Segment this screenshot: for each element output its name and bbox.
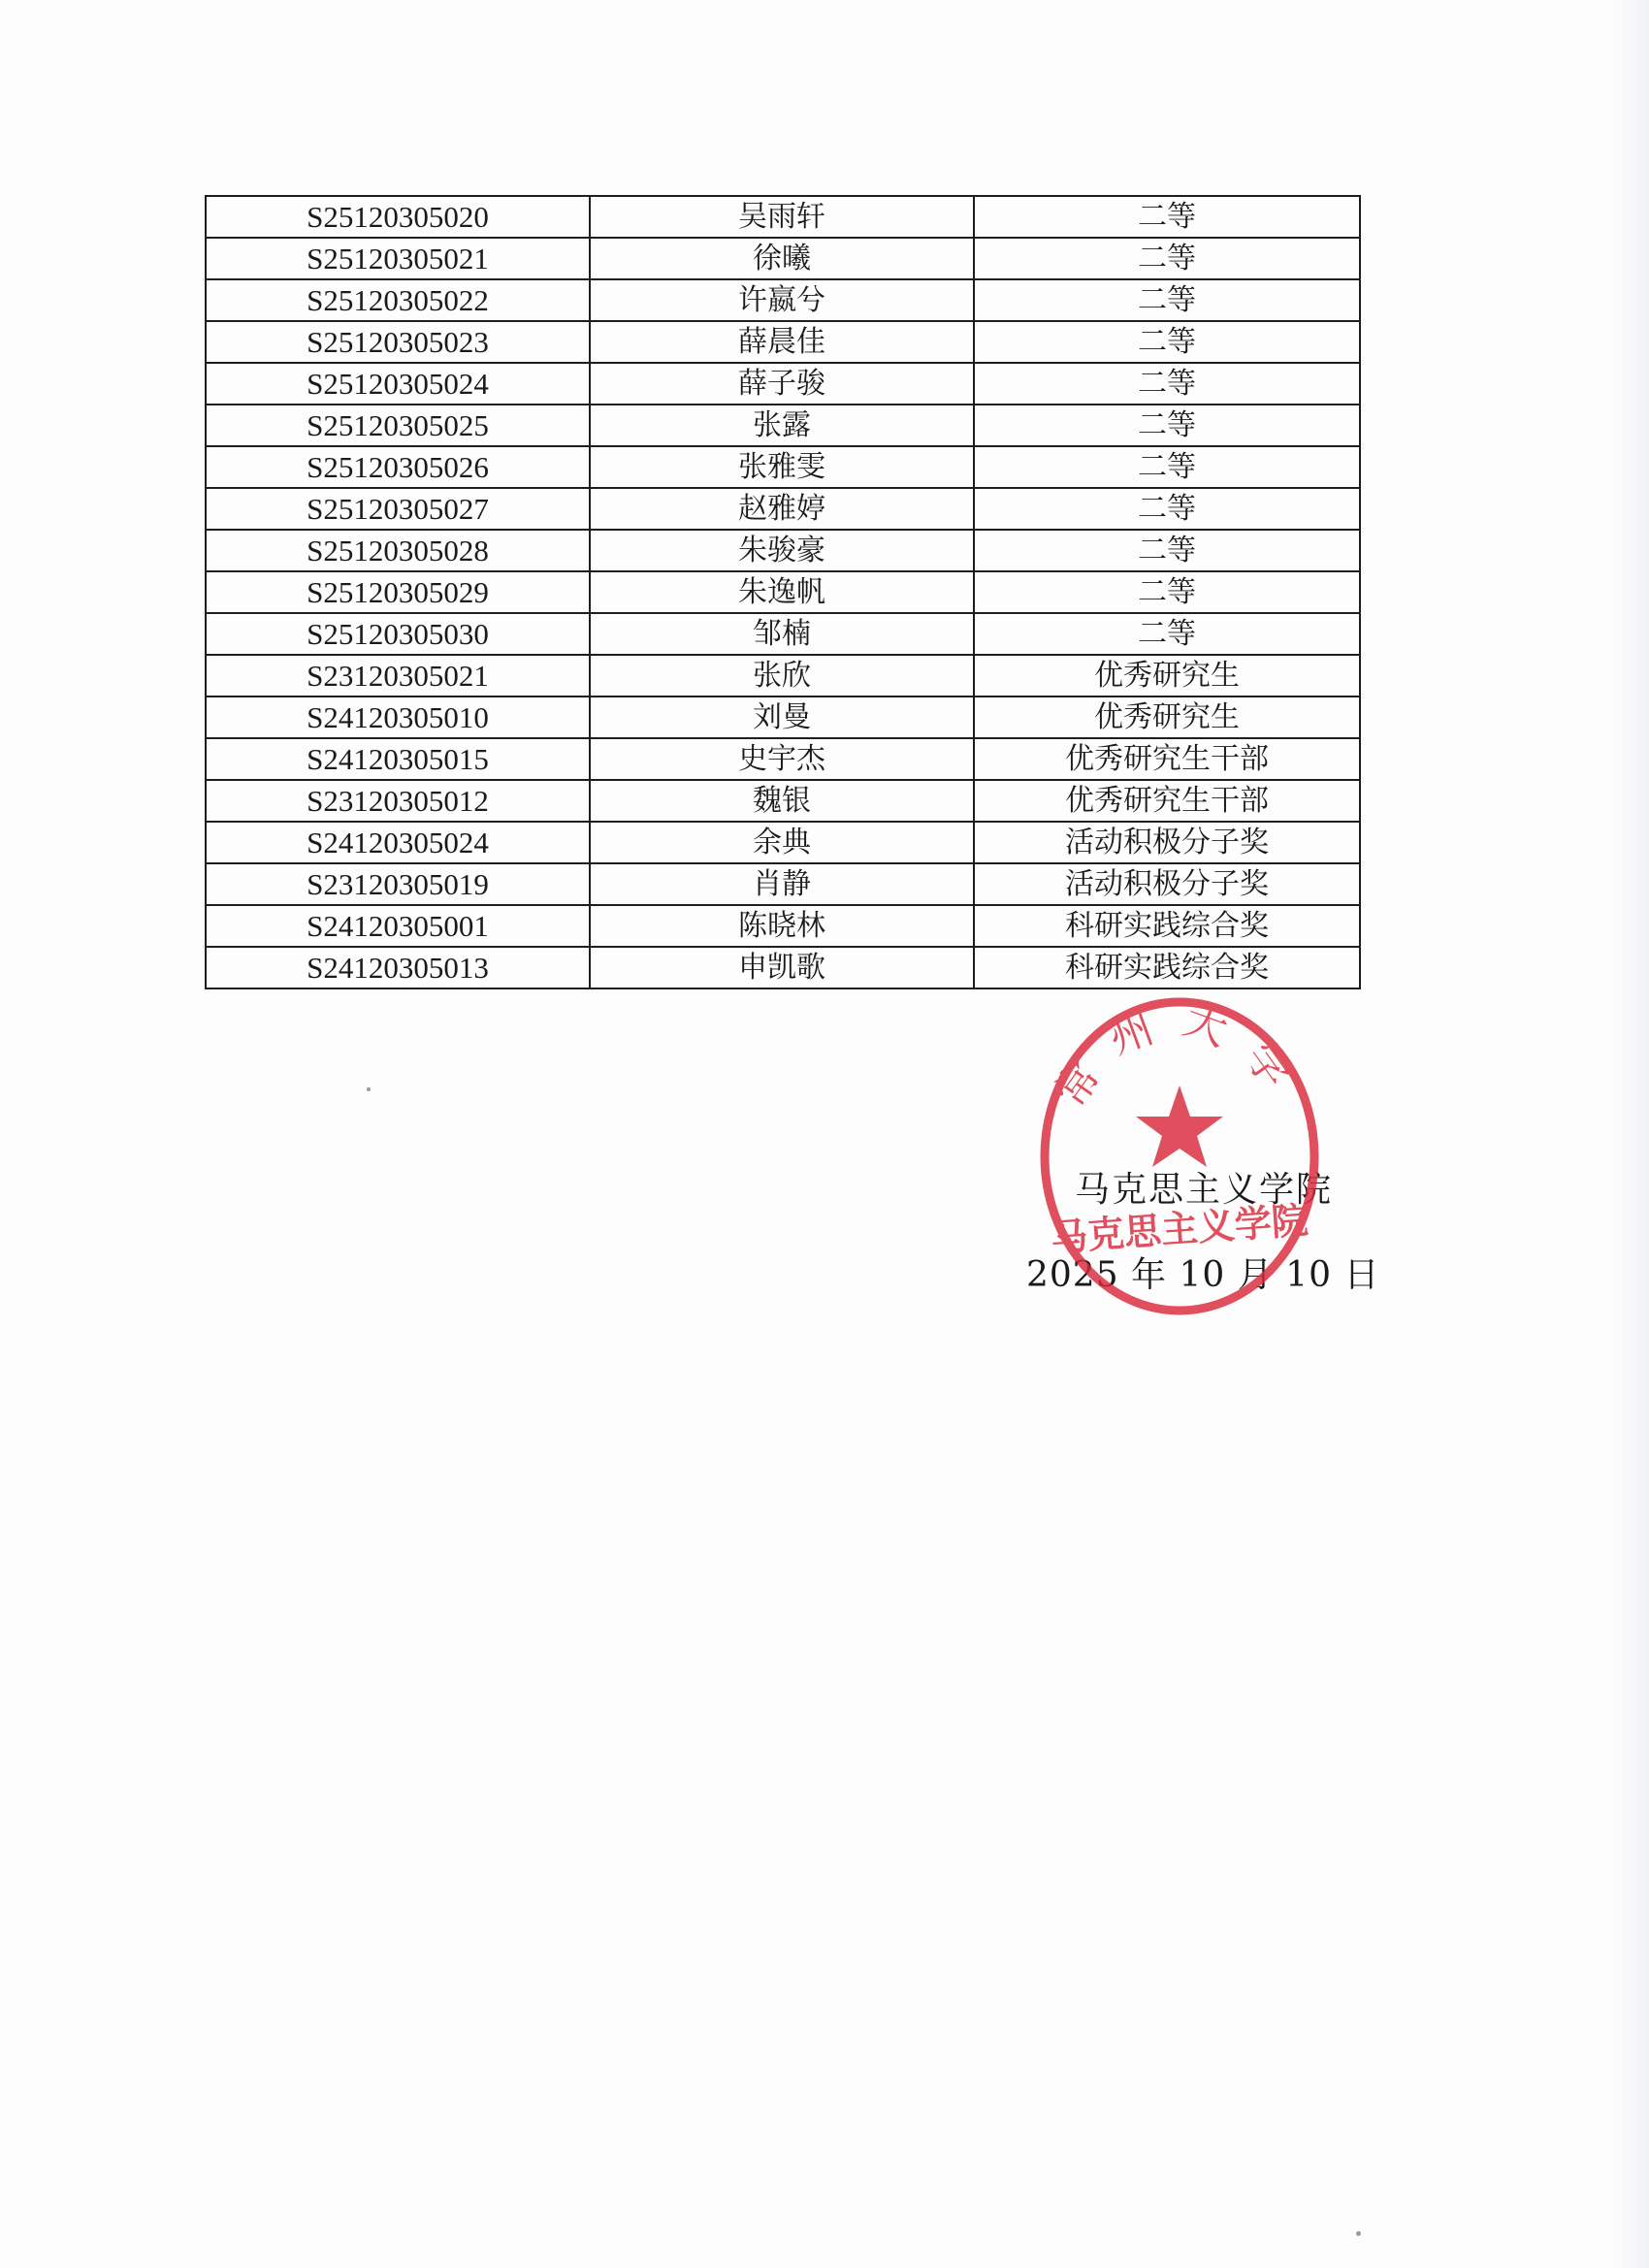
award-level-cell: 二等	[974, 530, 1360, 571]
table-row	[206, 613, 1360, 655]
student-id-cell: S24120305010	[206, 697, 590, 738]
table-row	[206, 446, 1360, 488]
student-id-cell: S25120305030	[206, 613, 590, 655]
student-name-cell: 朱逸帆	[590, 571, 974, 613]
student-id-cell: S25120305028	[206, 530, 590, 571]
table-row	[206, 697, 1360, 738]
table-row	[206, 780, 1360, 822]
signature-date: 2025 年 10 月 10 日	[1026, 1255, 1380, 1295]
award-level-cell: 二等	[974, 613, 1360, 655]
table-row	[206, 822, 1360, 863]
award-level-cell: 优秀研究生干部	[974, 738, 1360, 780]
award-level-cell: 二等	[974, 238, 1360, 279]
student-id-cell: S25120305020	[206, 196, 590, 238]
table-row	[206, 905, 1360, 947]
table-row	[206, 405, 1360, 446]
award-level-cell: 活动积极分子奖	[974, 863, 1360, 905]
student-name-cell: 陈晓林	[590, 905, 974, 947]
table-row	[206, 530, 1360, 571]
student-name-cell: 张雅雯	[590, 446, 974, 488]
student-id-cell: S25120305021	[206, 238, 590, 279]
signature-organization: 马克思主义学院	[1075, 1170, 1334, 1210]
student-id-cell: S23120305021	[206, 655, 590, 697]
student-name-cell: 张露	[590, 405, 974, 446]
seal-outer-text: 常州大学	[1046, 996, 1313, 1117]
student-name-cell: 余典	[590, 822, 974, 863]
student-id-cell: S25120305029	[206, 571, 590, 613]
award-level-cell: 优秀研究生	[974, 697, 1360, 738]
award-level-cell: 科研实践综合奖	[974, 905, 1360, 947]
award-table	[205, 195, 1361, 989]
student-name-cell: 朱骏豪	[590, 530, 974, 571]
scan-speck	[1356, 2231, 1361, 2236]
table-row	[206, 321, 1360, 363]
student-id-cell: S24120305001	[206, 905, 590, 947]
student-name-cell: 薛子骏	[590, 363, 974, 405]
award-level-cell: 二等	[974, 279, 1360, 321]
award-table-body	[206, 196, 1360, 988]
student-name-cell: 赵雅婷	[590, 488, 974, 530]
table-row	[206, 488, 1360, 530]
award-level-cell: 二等	[974, 321, 1360, 363]
official-seal	[1034, 996, 1325, 1316]
student-name-cell: 史宇杰	[590, 738, 974, 780]
award-level-cell: 二等	[974, 405, 1360, 446]
table-row	[206, 196, 1360, 238]
table-row	[206, 738, 1360, 780]
student-id-cell: S24120305024	[206, 822, 590, 863]
table-row	[206, 655, 1360, 697]
student-id-cell: S24120305015	[206, 738, 590, 780]
student-name-cell: 申凯歌	[590, 947, 974, 988]
student-id-cell: S25120305025	[206, 405, 590, 446]
student-name-cell: 肖静	[590, 863, 974, 905]
award-level-cell: 二等	[974, 446, 1360, 488]
student-name-cell: 徐曦	[590, 238, 974, 279]
student-name-cell: 张欣	[590, 655, 974, 697]
student-id-cell: S25120305024	[206, 363, 590, 405]
student-name-cell: 薛晨佳	[590, 321, 974, 363]
table-row	[206, 571, 1360, 613]
student-id-cell: S23120305012	[206, 780, 590, 822]
award-level-cell: 二等	[974, 571, 1360, 613]
award-level-cell: 二等	[974, 363, 1360, 405]
seal-star-icon	[1136, 1085, 1223, 1167]
student-id-cell: S25120305022	[206, 279, 590, 321]
student-name-cell: 吴雨轩	[590, 196, 974, 238]
award-level-cell: 科研实践综合奖	[974, 947, 1360, 988]
scan-speck	[367, 1087, 371, 1091]
student-name-cell: 邹楠	[590, 613, 974, 655]
student-name-cell: 魏银	[590, 780, 974, 822]
page-edge-shadow	[1608, 0, 1649, 2268]
student-id-cell: S25120305027	[206, 488, 590, 530]
student-name-cell: 许嬴兮	[590, 279, 974, 321]
table-row	[206, 863, 1360, 905]
student-name-cell: 刘曼	[590, 697, 974, 738]
table-row	[206, 279, 1360, 321]
table-row	[206, 947, 1360, 988]
award-level-cell: 二等	[974, 488, 1360, 530]
student-id-cell: S25120305023	[206, 321, 590, 363]
award-level-cell: 优秀研究生	[974, 655, 1360, 697]
student-id-cell: S25120305026	[206, 446, 590, 488]
table-row	[206, 363, 1360, 405]
student-id-cell: S23120305019	[206, 863, 590, 905]
table-row	[206, 238, 1360, 279]
award-level-cell: 二等	[974, 196, 1360, 238]
award-level-cell: 优秀研究生干部	[974, 780, 1360, 822]
seal-inner-text: 马克思主义学院	[1049, 1200, 1310, 1260]
award-level-cell: 活动积极分子奖	[974, 822, 1360, 863]
student-id-cell: S24120305013	[206, 947, 590, 988]
